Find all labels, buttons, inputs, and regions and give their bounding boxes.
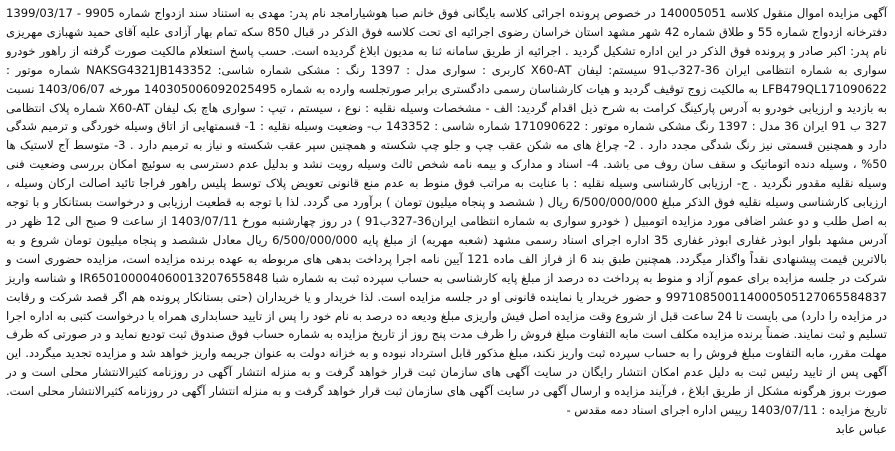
signature: عباس عابد — [835, 421, 887, 436]
notice-body: آگهی مزایده اموال منقول کلاسه 140005051 در خصوص پرونده اجرائی کلاسه بایگانی فوق خانم صبا هوشیارامجد نام پدر: مهدی به استناد سند ازدواج شماره 9905 - 1399/03/17 دفترخانه ازدواج شماره 55 و طلاق شماره 42 شهر مشهد استان خراسان رضوی اجرائیه ای تحت کلاسه فوق الذکر در قبال 850 سکه تمام بهار آزادی علیه آقای حمید شهبازی مهریزی نام پدر: اکبر صادر و پرونده فوق الذکر در این اداره تشکیل گردید . اجرائیه از طریق سامانه ثنا به مدیون ابلاغ گردیده است. حسب پاسخ استعلام مالکیت صورت گرفته از راهور خودرو سواری به شماره انتظامی ایران 36-327ب91 سیستم: لیفان X60-AT کاربری : سواری مدل : 1397 رنگ : مشکی شماره شاسی: NAKSG4321JB143352 شماره موتور : LFB479QL171090622 به مالکیت زوج توقیف گردید و هیات کارشناسان رسمی دادگستری برابر صورتجلسه وارده به شماره 140305006092025495 مورخه 1403/06/07 نسبت به بازدید و ارزیابی خودرو به آدرس پارکینگ کرامت به شرح ذیل اقدام گردید: الف - مشخصات وسیله نقلیه : نوع ، سیستم ، تیپ : سواری هاچ بک لیفان X60-AT شماره پلاک انتظامی 327 ب 91 ایران 36 مدل : 1397 رنگ مشکی شماره موتور : 171090622 شماره شاسی : 143352 ب- وضعیت وسیله نقلیه : 1- قسمتهایی از اتاق وسیله خوردگی و ترمیم شدگی دارد و همچنین قسمتی نیز رنگ شدگی مجدد دارد . 2- چراغ های مه شکن عقب چپ و جلو چپ شکسته و همچنین سپر عقب شکسته و نیاز به ترمیم دارد . 3- متوسط آج لاستیک ها 50% ، وسیله دنده اتوماتیک و سقف سان روف می باشد. 4- اسناد و مدارک و بیمه نامه شخص ثالث وسیله رویت نشد و بدلیل عدم دسترسی به سوئیچ امکان بررسی وضعیت فنی وسیله نقلیه مقدور نگردید . ج- ارزیابی کارشناسی وسیله نقلیه : با عنایت به مراتب فوق منوط به عدم منع قانونی تعویض پلاک توسط پلیس راهور فراجا تائید اصالت ارکان وسیله ، ارزیابی کارشناسی وسیله نقلیه فوق الذکر مبلغ 6/500/000/000 ریال ( ششصد و پنجاه میلیون تومان ) برآورد می گردد. لذا با توجه به قطعیت ارزیابی و درخواست بستانکار و با توجه به اصل طلب و دو عشر اضافی مورد مزایده اتومبیل ( خودرو سواری به شماره انتظامی ایران36-327ب91 ) در روز چهارشنبه مورخ 1403/07/11 از ساعت 9 صبح الی 12 ظهر در آدرس مشهد بلوار ابوذر غفاری ابوذر غفاری 35 اداره اجرای اسناد رسمی مشهد (شعبه مهریه) از مبلغ پایه 6/500/000/000 ریال معادل ششصد و پنجاه میلیون تومان شروع و به بالاترین قیمت پیشنهادی نقداً واگذار میگردد. همچنین طبق بند 6 از فراز الف ماده 121 آیین نامه اجرا پرداخت بدهی های مربوطه به عهده برنده مزایده است، مزایده حضوری است و شرکت در جلسه مزایده برای عموم آزاد و منوط به پرداخت ده درصد از مبلغ پایه کارشناسی به حساب سپرده ثبت به شماره شبا IR650100004060013207655848 و شناسه واریز 997108500114000505127065584837 و حضور خریدار یا نماینده قانونی او در جلسه مزایده است. لذا خریدار و یا خریداران (حتی بستانکار پرونده هم اگر قصد شرکت و رقابت در مزایده را دارد) می بایست تا 24 ساعت قبل از شروع وقت مزایده اصل فیش واریزی مبلغ ودیعه ده درصد به نام خود را پس از تایید حسابداری همراه با درخواست کتبی به اداره اجرا تسلیم و ثبت نمایند. ضمناً برنده مزایده مکلف است مابه التفاوت مبلغ فروش را ظرف مدت پنج روز از تاریخ مزایده به شماره حساب فوق صندوق ثبت تودیع نماید و در صورتی که ظرف مهلت مقرر، مابه التفاوت مبلغ فروش را به حساب سپرده ثبت واریز نکند، مبلغ مذکور قابل استرداد نبوده و به خزانه دولت به عنوان جریمه واریز خواهد شد و مزایده تجدید میگردد. این آگهی پس از تایید رئیس ثبت به دلیل عدم امکان انتشار رایگان در سایت آگهی های سازمان ثبت قرار خواهد گرفت و به منزله انتشار آگهی در روزنامه کثیرالانتشار محلی است و در صورت بروز هرگونه مشکل از طریق ابلاغ ، فرآیند مزایده و ارسال آگهی در سایت آگهی های سازمان ثبت قرار خواهد گرفت و به منزله انتشار آگهی در روزنامه کثیرالانتشار محلی است. تاریخ مزایده : 1403/07/11 رییس اداره اجرای اسناد دمه مقدس - — [6, 6, 888, 418]
